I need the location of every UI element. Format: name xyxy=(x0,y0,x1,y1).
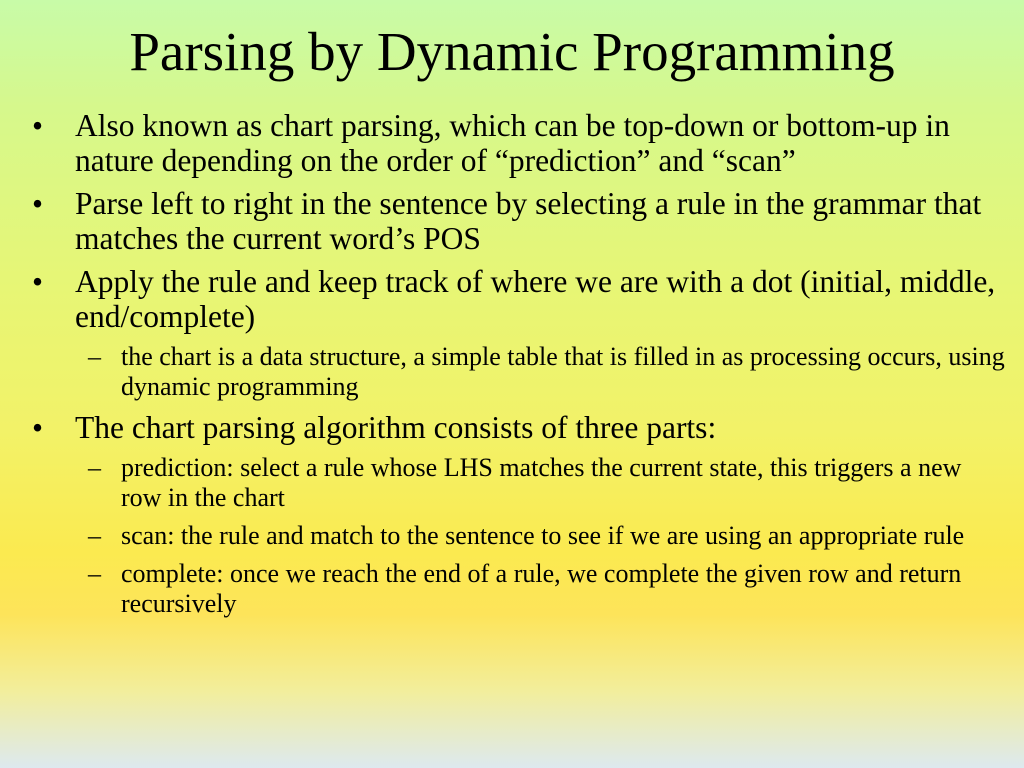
sub-bullet-item xyxy=(88,342,1008,402)
bullet-item xyxy=(32,264,1008,334)
bullet-dot-icon: • xyxy=(32,186,44,221)
bullet-dot-icon: • xyxy=(32,264,44,299)
bullet-item xyxy=(32,186,1008,256)
sub-bullet-item xyxy=(88,453,1008,513)
bullet-text: The chart parsing algorithm consists of three parts: xyxy=(75,410,717,445)
bullet-item xyxy=(32,108,1008,178)
bullet-dot-icon: • xyxy=(32,108,44,143)
dash-icon: – xyxy=(88,521,101,550)
slide-title: Parsing by Dynamic Programming xyxy=(129,21,895,82)
sub-bullet-text: complete: once we reach the end of a rule, we complete the given row and return recursively xyxy=(121,559,962,618)
sub-bullet-text: scan: the rule and match to the sentence to see if we are using an appropriate rule xyxy=(121,521,965,550)
bullet-text: Parse left to right in the sentence by selecting a rule in the grammar that matches the current word’s POS xyxy=(75,186,982,256)
bullet-text: Also known as chart parsing, which can be top-down or bottom-up in nature depending on the order of “prediction” and “scan” xyxy=(75,108,950,178)
sub-bullet-item xyxy=(88,521,1008,551)
bullet-list xyxy=(32,108,1008,627)
sub-bullet-text: the chart is a data structure, a simple table that is filled in as processing occurs, using dynamic programming xyxy=(121,342,1005,401)
sub-bullet-item xyxy=(88,559,1008,619)
sub-bullet-text: prediction: select a rule whose LHS matches the current state, this triggers a new row in the chart xyxy=(121,453,962,512)
dash-icon: – xyxy=(88,559,101,588)
dash-icon: – xyxy=(88,342,101,371)
bullet-item xyxy=(32,410,1008,445)
bullet-text: Apply the rule and keep track of where we are with a dot (initial, middle, end/complete) xyxy=(75,264,996,334)
bullet-dot-icon: • xyxy=(32,410,44,445)
dash-icon: – xyxy=(88,453,101,482)
